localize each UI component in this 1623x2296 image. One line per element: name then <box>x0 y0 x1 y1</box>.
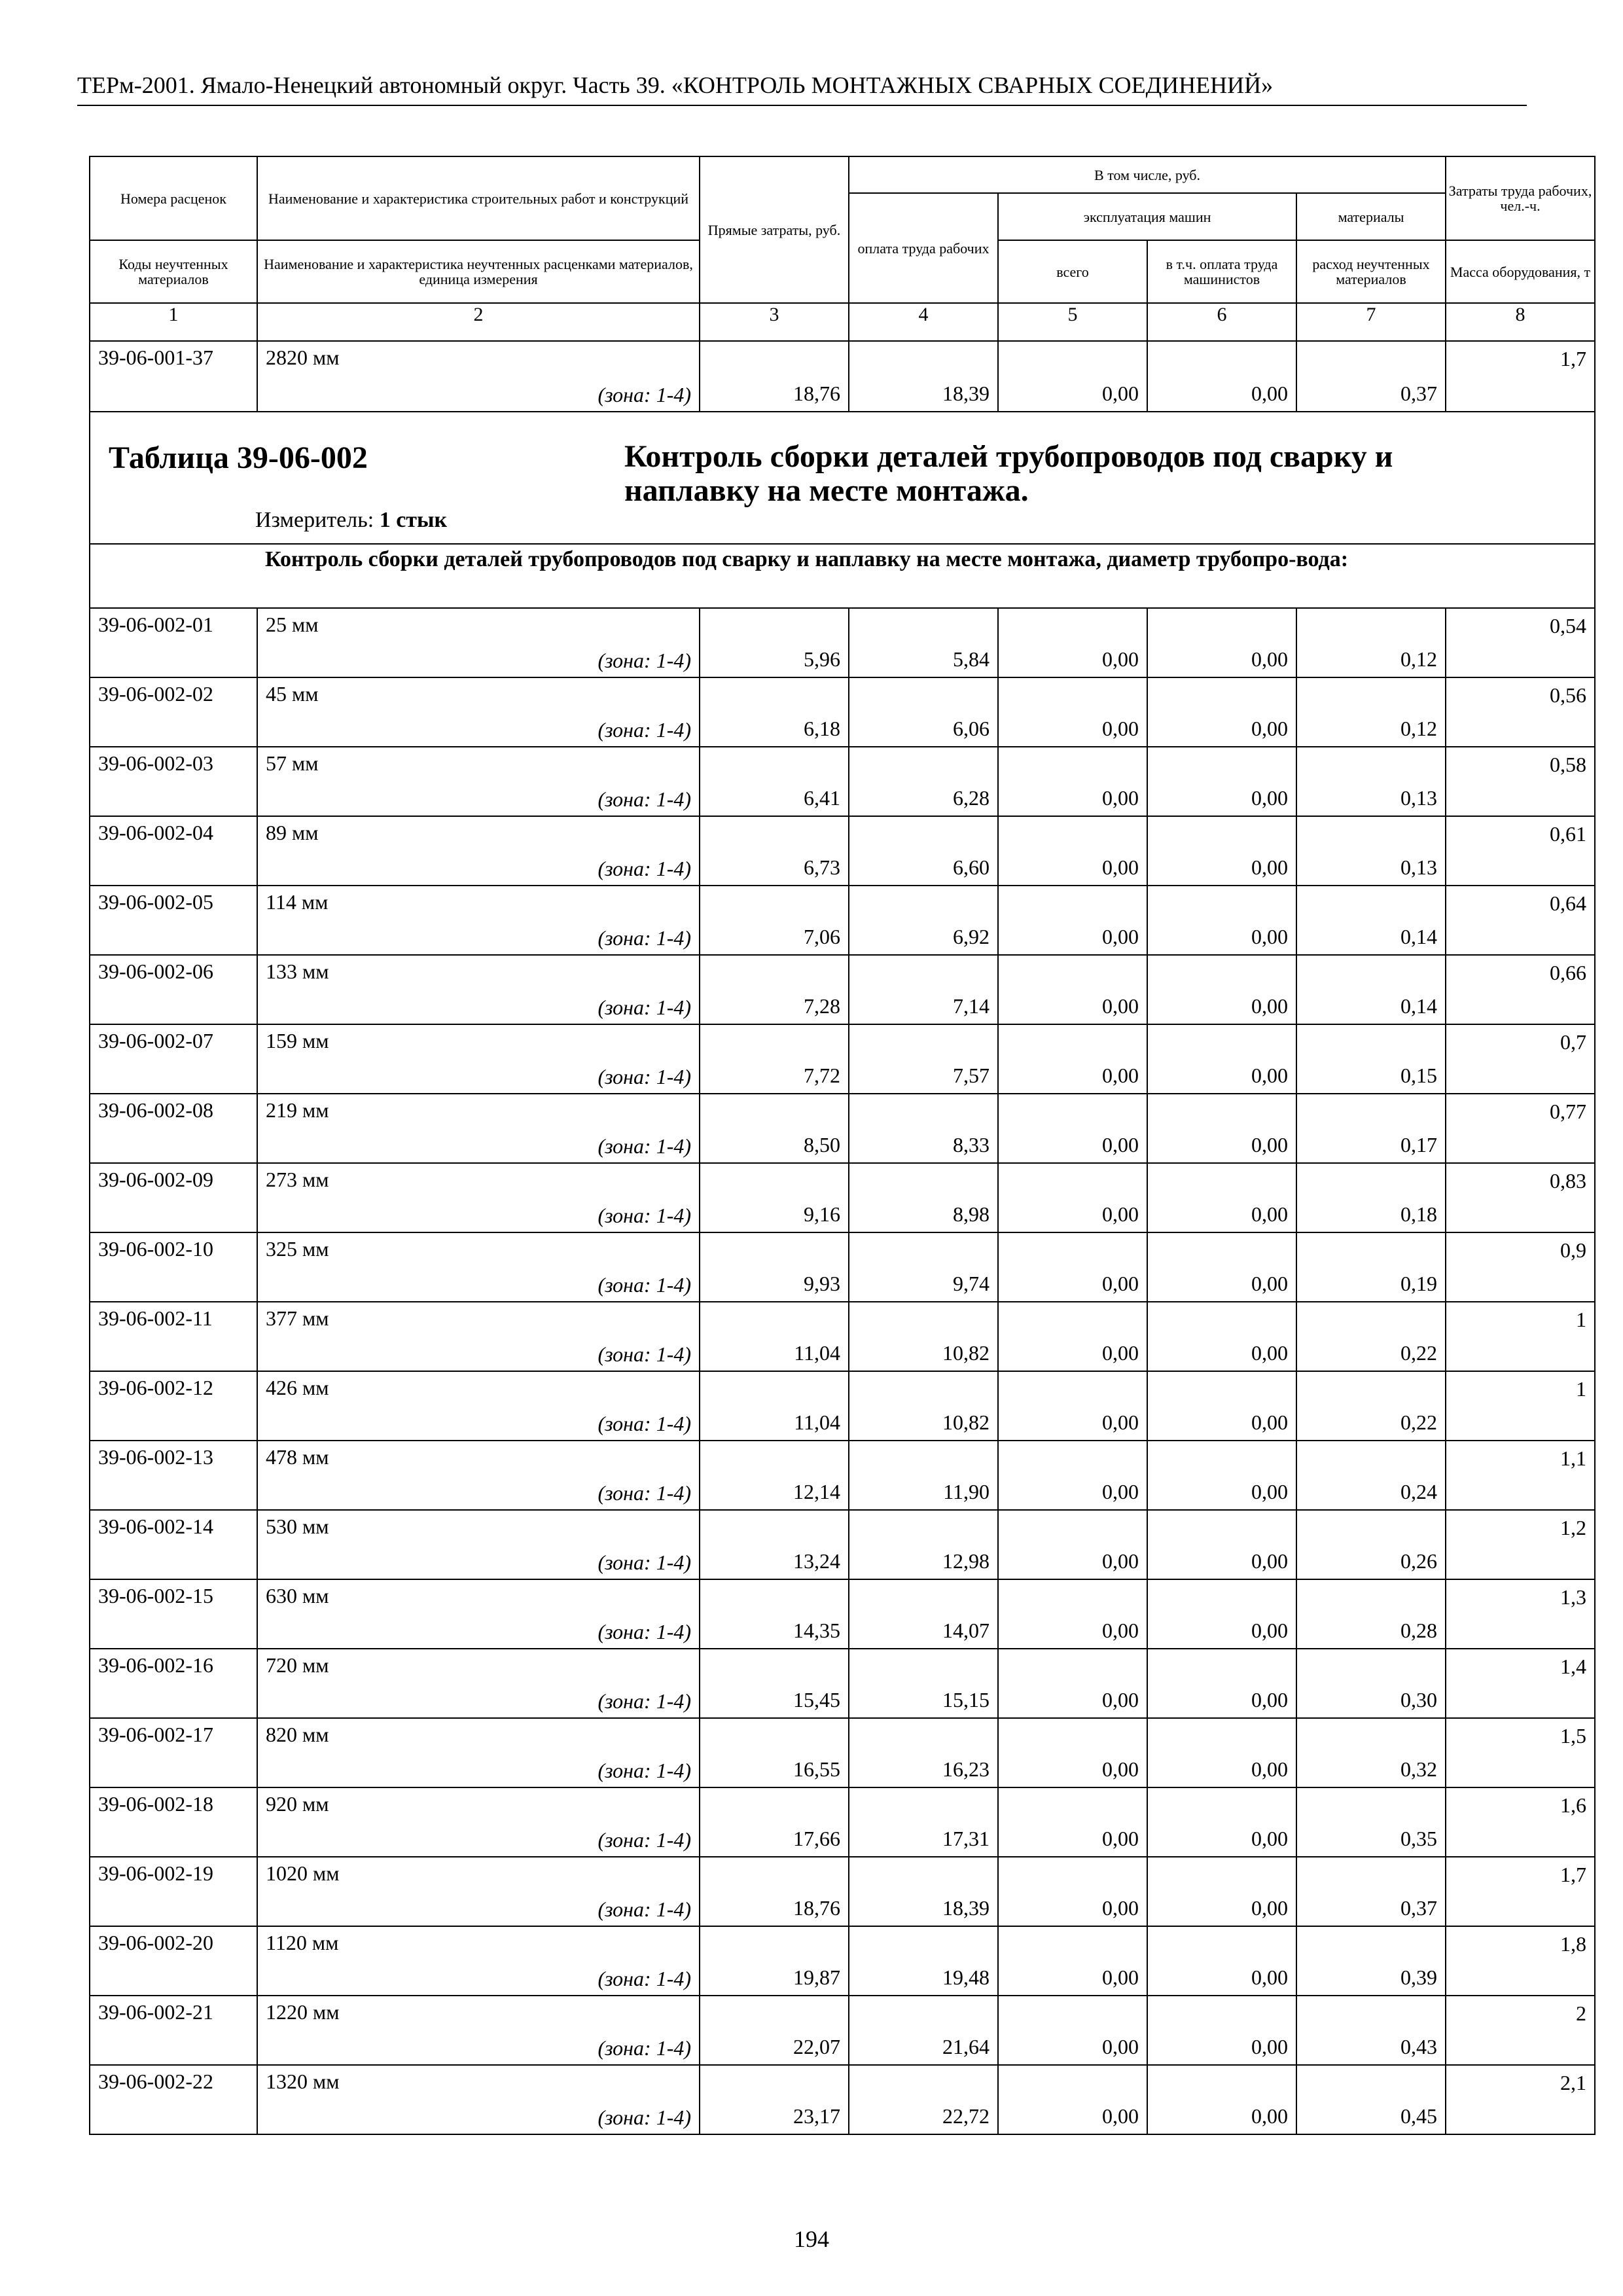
labor-hours: 0,61 <box>1446 816 1595 886</box>
page-number: 194 <box>794 2226 829 2252</box>
rate-description <box>257 1926 700 1996</box>
rate-description <box>257 1787 700 1857</box>
machinists-pay: 0,00 <box>1147 1302 1296 1371</box>
rate-name: 25 мм <box>266 613 319 636</box>
table-row <box>90 1996 1595 2065</box>
table-row <box>90 1510 1595 1579</box>
machinists-pay: 0,00 <box>1147 1024 1296 1094</box>
table-row <box>90 1094 1595 1163</box>
rate-description <box>257 2065 700 2134</box>
labor-hours: 1,8 <box>1446 1926 1595 1996</box>
machines-total: 0,00 <box>998 2065 1147 2134</box>
rate-code: 39-06-002-18 <box>90 1787 257 1857</box>
labor-hours: 1,5 <box>1446 1718 1595 1787</box>
machines-total: 0,00 <box>998 1787 1147 1857</box>
labor-pay: 21,64 <box>849 1996 998 2065</box>
zone-label: (зона: 1-4) <box>597 857 691 880</box>
rate-code: 39-06-002-04 <box>90 816 257 886</box>
labor-hours: 0,83 <box>1446 1163 1595 1232</box>
labor-pay: 6,06 <box>849 677 998 747</box>
direct-costs: 18,76 <box>700 1857 849 1926</box>
machinists-pay: 0,00 <box>1147 1857 1296 1926</box>
zone-label: (зона: 1-4) <box>597 1412 691 1435</box>
column-number: 5 <box>998 303 1147 341</box>
materials-cost: 0,32 <box>1296 1718 1446 1787</box>
labor-hours: 1,4 <box>1446 1649 1595 1718</box>
zone-label: (зона: 1-4) <box>597 1551 691 1574</box>
rate-name: 159 мм <box>266 1029 329 1052</box>
direct-costs: 19,87 <box>700 1926 849 1996</box>
rate-code: 39-06-002-10 <box>90 1232 257 1302</box>
machines-total: 0,00 <box>998 608 1147 677</box>
rate-code: 39-06-001-37 <box>90 341 257 412</box>
zone-label: (зона: 1-4) <box>597 1204 691 1227</box>
table-row <box>90 1441 1595 1510</box>
col1-header-bottom: Коды неучтенных материалов <box>90 240 257 303</box>
rate-description <box>257 1510 700 1579</box>
labor-hours: 1,3 <box>1446 1579 1595 1649</box>
zone-label: (зона: 1-4) <box>597 649 691 672</box>
zone-label: (зона: 1-4) <box>597 2106 691 2129</box>
column-number: 4 <box>849 303 998 341</box>
direct-costs: 13,24 <box>700 1510 849 1579</box>
rate-code: 39-06-002-01 <box>90 608 257 677</box>
table-row <box>90 955 1595 1024</box>
table-row <box>90 608 1595 677</box>
rate-description <box>257 677 700 747</box>
machines-total: 0,00 <box>998 1441 1147 1510</box>
materials-cost: 0,14 <box>1296 955 1446 1024</box>
column-number: 1 <box>90 303 257 341</box>
materials-cost: 0,45 <box>1296 2065 1446 2134</box>
direct-costs: 5,96 <box>700 608 849 677</box>
direct-costs: 6,18 <box>700 677 849 747</box>
rate-code: 39-06-002-02 <box>90 677 257 747</box>
materials-cost: 0,37 <box>1296 341 1446 412</box>
machines-header: эксплуатация машин <box>998 193 1296 240</box>
rate-name: 820 мм <box>266 1723 329 1746</box>
machines-total: 0,00 <box>998 1926 1147 1996</box>
machinists-pay: 0,00 <box>1147 1094 1296 1163</box>
table-title-row <box>90 412 1595 544</box>
direct-costs: 7,72 <box>700 1024 849 1094</box>
zone-label: (зона: 1-4) <box>597 1967 691 1990</box>
rate-name: 273 мм <box>266 1168 329 1191</box>
measure-value: 1 стык <box>379 508 448 532</box>
rate-description <box>257 1094 700 1163</box>
labor-pay: 10,82 <box>849 1371 998 1441</box>
labor-hours: 2,1 <box>1446 2065 1595 2134</box>
column-numbers-row <box>90 303 1595 341</box>
labor-pay: 19,48 <box>849 1926 998 1996</box>
machines-total: 0,00 <box>998 677 1147 747</box>
table-row <box>90 677 1595 747</box>
table-label: Таблица 39-06-002 <box>109 440 368 475</box>
table-row <box>90 1579 1595 1649</box>
table-row <box>90 747 1595 816</box>
rate-description <box>257 1579 700 1649</box>
machinists-pay: 0,00 <box>1147 1232 1296 1302</box>
rates-table <box>89 156 1596 2135</box>
labor-pay: 15,15 <box>849 1649 998 1718</box>
column-number: 7 <box>1296 303 1446 341</box>
labor-pay: 9,74 <box>849 1232 998 1302</box>
rate-code: 39-06-002-07 <box>90 1024 257 1094</box>
machinists-pay: 0,00 <box>1147 816 1296 886</box>
rate-description <box>257 1024 700 1094</box>
rate-description <box>257 816 700 886</box>
header-divider <box>77 105 1527 106</box>
rate-description <box>257 608 700 677</box>
column-number: 6 <box>1147 303 1296 341</box>
materials-header: материалы <box>1296 193 1446 240</box>
machinists-pay: 0,00 <box>1147 1579 1296 1649</box>
table-row <box>90 1371 1595 1441</box>
zone-label: (зона: 1-4) <box>597 1689 691 1713</box>
direct-costs: 18,76 <box>700 341 849 412</box>
zone-label: (зона: 1-4) <box>597 1897 691 1921</box>
column-number: 8 <box>1446 303 1595 341</box>
rate-name: 377 мм <box>266 1306 329 1330</box>
materials-cost: 0,37 <box>1296 1857 1446 1926</box>
labor-hours: 0,7 <box>1446 1024 1595 1094</box>
rate-name: 1020 мм <box>266 1861 340 1885</box>
table-row <box>90 816 1595 886</box>
labor-hours: 1,6 <box>1446 1787 1595 1857</box>
col2-header-bottom: Наименование и характеристика неучтенных расценками материалов, единица измерения <box>257 240 700 303</box>
rate-code: 39-06-002-09 <box>90 1163 257 1232</box>
machines-total: 0,00 <box>998 886 1147 955</box>
rate-code: 39-06-002-21 <box>90 1996 257 2065</box>
machinists-pay: 0,00 <box>1147 1163 1296 1232</box>
rate-code: 39-06-002-20 <box>90 1926 257 1996</box>
labor-hours: 0,54 <box>1446 608 1595 677</box>
machinists-pay: 0,00 <box>1147 608 1296 677</box>
rate-name: 219 мм <box>266 1098 329 1122</box>
machines-total: 0,00 <box>998 341 1147 412</box>
rate-description <box>257 955 700 1024</box>
col8-header-top: Затраты труда рабочих, чел.-ч. <box>1446 156 1595 240</box>
machines-total: 0,00 <box>998 1302 1147 1371</box>
zone-label: (зона: 1-4) <box>597 383 691 406</box>
rate-code: 39-06-002-14 <box>90 1510 257 1579</box>
group-header-row <box>90 544 1595 608</box>
materials-cost: 0,17 <box>1296 1094 1446 1163</box>
zone-label: (зона: 1-4) <box>597 1828 691 1852</box>
rate-code: 39-06-002-12 <box>90 1371 257 1441</box>
rate-name: 720 мм <box>266 1653 329 1677</box>
direct-costs: 16,55 <box>700 1718 849 1787</box>
machines-total: 0,00 <box>998 1996 1147 2065</box>
machinists-pay: 0,00 <box>1147 1996 1296 2065</box>
col1-header-top: Номера расценок <box>90 156 257 240</box>
rate-name: 630 мм <box>266 1584 329 1607</box>
zone-label: (зона: 1-4) <box>597 1065 691 1088</box>
labor-hours: 1 <box>1446 1302 1595 1371</box>
materials-cost: 0,35 <box>1296 1787 1446 1857</box>
rate-name: 57 мм <box>266 751 319 775</box>
rate-code: 39-06-002-05 <box>90 886 257 955</box>
col5-header: всего <box>998 240 1147 303</box>
rate-name: 45 мм <box>266 682 319 706</box>
labor-pay: 18,39 <box>849 1857 998 1926</box>
page-header: ТЕРм-2001. Ямало-Ненецкий автономный округ. Часть 39. «КОНТРОЛЬ МОНТАЖНЫХ СВАРНЫХ СОЕДИНЕНИЙ» <box>77 72 1274 98</box>
materials-cost: 0,14 <box>1296 886 1446 955</box>
labor-pay: 18,39 <box>849 341 998 412</box>
machinists-pay: 0,00 <box>1147 341 1296 412</box>
machinists-pay: 0,00 <box>1147 2065 1296 2134</box>
labor-pay: 16,23 <box>849 1718 998 1787</box>
labor-hours: 1,1 <box>1446 1441 1595 1510</box>
machines-total: 0,00 <box>998 1649 1147 1718</box>
labor-pay: 7,57 <box>849 1024 998 1094</box>
labor-pay: 17,31 <box>849 1787 998 1857</box>
direct-costs: 6,73 <box>700 816 849 886</box>
table-row <box>90 1787 1595 1857</box>
machines-total: 0,00 <box>998 1024 1147 1094</box>
materials-cost: 0,24 <box>1296 1441 1446 1510</box>
column-number: 2 <box>257 303 700 341</box>
rate-name: 2820 мм <box>266 346 340 369</box>
rate-description <box>257 341 700 412</box>
labor-pay: 22,72 <box>849 2065 998 2134</box>
labor-pay: 8,98 <box>849 1163 998 1232</box>
direct-costs: 9,93 <box>700 1232 849 1302</box>
labor-pay: 7,14 <box>849 955 998 1024</box>
materials-cost: 0,30 <box>1296 1649 1446 1718</box>
col6-header: в т.ч. оплата труда машинистов <box>1147 240 1296 303</box>
labor-hours: 0,66 <box>1446 955 1595 1024</box>
direct-costs: 22,07 <box>700 1996 849 2065</box>
table-row <box>90 1163 1595 1232</box>
machines-total: 0,00 <box>998 1094 1147 1163</box>
table-row <box>90 1718 1595 1787</box>
table-row <box>90 1302 1595 1371</box>
machines-total: 0,00 <box>998 1510 1147 1579</box>
materials-cost: 0,22 <box>1296 1371 1446 1441</box>
rate-description <box>257 1718 700 1787</box>
rate-name: 920 мм <box>266 1792 329 1816</box>
labor-hours: 0,58 <box>1446 747 1595 816</box>
machines-total: 0,00 <box>998 1163 1147 1232</box>
zone-label: (зона: 1-4) <box>597 1759 691 1782</box>
materials-cost: 0,12 <box>1296 677 1446 747</box>
machinists-pay: 0,00 <box>1147 1787 1296 1857</box>
rate-name: 426 мм <box>266 1376 329 1399</box>
labor-hours: 0,9 <box>1446 1232 1595 1302</box>
materials-cost: 0,12 <box>1296 608 1446 677</box>
labor-hours: 2 <box>1446 1996 1595 2065</box>
labor-pay: 14,07 <box>849 1579 998 1649</box>
measure-unit <box>255 508 447 533</box>
labor-hours: 1,7 <box>1446 1857 1595 1926</box>
zone-label: (зона: 1-4) <box>597 1134 691 1158</box>
labor-hours: 0,56 <box>1446 677 1595 747</box>
machines-total: 0,00 <box>998 816 1147 886</box>
materials-cost: 0,39 <box>1296 1926 1446 1996</box>
rate-description <box>257 1441 700 1510</box>
direct-costs: 11,04 <box>700 1371 849 1441</box>
rate-name: 1320 мм <box>266 2070 340 2093</box>
zone-label: (зона: 1-4) <box>597 996 691 1019</box>
zone-label: (зона: 1-4) <box>597 926 691 950</box>
group-header: В том числе, руб. <box>849 156 1446 193</box>
rate-name: 114 мм <box>266 890 329 914</box>
rate-code: 39-06-002-11 <box>90 1302 257 1371</box>
machinists-pay: 0,00 <box>1147 1510 1296 1579</box>
labor-hours: 0,77 <box>1446 1094 1595 1163</box>
rate-description <box>257 1232 700 1302</box>
table-row <box>90 1857 1595 1926</box>
direct-costs: 7,28 <box>700 955 849 1024</box>
rate-name: 89 мм <box>266 821 319 844</box>
direct-costs: 15,45 <box>700 1649 849 1718</box>
direct-costs: 7,06 <box>700 886 849 955</box>
direct-costs: 23,17 <box>700 2065 849 2134</box>
machines-total: 0,00 <box>998 955 1147 1024</box>
materials-cost: 0,18 <box>1296 1163 1446 1232</box>
labor-pay: 8,33 <box>849 1094 998 1163</box>
rate-code: 39-06-002-13 <box>90 1441 257 1510</box>
machinists-pay: 0,00 <box>1147 747 1296 816</box>
table-row <box>90 1649 1595 1718</box>
materials-cost: 0,43 <box>1296 1996 1446 2065</box>
rate-name: 530 мм <box>266 1515 329 1538</box>
measure-label: Измеритель: <box>255 508 374 532</box>
rate-code: 39-06-002-22 <box>90 2065 257 2134</box>
materials-cost: 0,13 <box>1296 747 1446 816</box>
col7-header: расход неучтенных материалов <box>1296 240 1446 303</box>
machinists-pay: 0,00 <box>1147 677 1296 747</box>
rate-name: 478 мм <box>266 1445 329 1469</box>
table-row <box>90 1024 1595 1094</box>
materials-cost: 0,15 <box>1296 1024 1446 1094</box>
machines-total: 0,00 <box>998 747 1147 816</box>
materials-cost: 0,22 <box>1296 1302 1446 1371</box>
col4-header: оплата труда рабочих <box>849 193 998 303</box>
labor-hours: 1 <box>1446 1371 1595 1441</box>
machines-total: 0,00 <box>998 1232 1147 1302</box>
zone-label: (зона: 1-4) <box>597 1273 691 1297</box>
direct-costs: 8,50 <box>700 1094 849 1163</box>
materials-cost: 0,13 <box>1296 816 1446 886</box>
machinists-pay: 0,00 <box>1147 886 1296 955</box>
machinists-pay: 0,00 <box>1147 955 1296 1024</box>
machinists-pay: 0,00 <box>1147 1926 1296 1996</box>
labor-hours: 1,7 <box>1446 341 1595 412</box>
zone-label: (зона: 1-4) <box>597 1342 691 1366</box>
rate-name: 325 мм <box>266 1237 329 1261</box>
rate-description <box>257 1857 700 1926</box>
table-row <box>90 1232 1595 1302</box>
table-row <box>90 341 1595 412</box>
zone-label: (зона: 1-4) <box>597 1620 691 1643</box>
rate-code: 39-06-002-19 <box>90 1857 257 1926</box>
rate-description <box>257 1163 700 1232</box>
labor-hours: 0,64 <box>1446 886 1595 955</box>
rate-code: 39-06-002-08 <box>90 1094 257 1163</box>
direct-costs: 12,14 <box>700 1441 849 1510</box>
zone-label: (зона: 1-4) <box>597 1481 691 1505</box>
group-description: Контроль сборки деталей трубопроводов под сварку и наплавку на месте монтажа, диаметр трубопро-вода: <box>265 547 1349 571</box>
column-number: 3 <box>700 303 849 341</box>
rate-code: 39-06-002-17 <box>90 1718 257 1787</box>
rate-description <box>257 1371 700 1441</box>
machines-total: 0,00 <box>998 1857 1147 1926</box>
machinists-pay: 0,00 <box>1147 1441 1296 1510</box>
rate-description <box>257 1302 700 1371</box>
machines-total: 0,00 <box>998 1371 1147 1441</box>
materials-cost: 0,26 <box>1296 1510 1446 1579</box>
labor-pay: 10,82 <box>849 1302 998 1371</box>
materials-cost: 0,28 <box>1296 1579 1446 1649</box>
zone-label: (зона: 1-4) <box>597 787 691 811</box>
machinists-pay: 0,00 <box>1147 1649 1296 1718</box>
col8-header-bottom: Масса оборудования, т <box>1446 240 1595 303</box>
rate-description <box>257 1996 700 2065</box>
rate-name: 1220 мм <box>266 2000 340 2024</box>
direct-costs: 17,66 <box>700 1787 849 1857</box>
table-row <box>90 886 1595 955</box>
table-row <box>90 2065 1595 2134</box>
machinists-pay: 0,00 <box>1147 1718 1296 1787</box>
rate-code: 39-06-002-03 <box>90 747 257 816</box>
rate-description <box>257 747 700 816</box>
materials-cost: 0,19 <box>1296 1232 1446 1302</box>
zone-label: (зона: 1-4) <box>597 2036 691 2060</box>
rate-description <box>257 886 700 955</box>
labor-pay: 6,28 <box>849 747 998 816</box>
labor-hours: 1,2 <box>1446 1510 1595 1579</box>
labor-pay: 12,98 <box>849 1510 998 1579</box>
labor-pay: 11,90 <box>849 1441 998 1510</box>
rate-code: 39-06-002-06 <box>90 955 257 1024</box>
col3-header: Прямые затраты, руб. <box>700 156 849 303</box>
rate-code: 39-06-002-15 <box>90 1579 257 1649</box>
rate-name: 133 мм <box>266 960 329 983</box>
table-name: Контроль сборки деталей трубопроводов под сварку и наплавку на месте монтажа. <box>624 439 1393 508</box>
rate-description <box>257 1649 700 1718</box>
labor-pay: 5,84 <box>849 608 998 677</box>
rate-code: 39-06-002-16 <box>90 1649 257 1718</box>
direct-costs: 14,35 <box>700 1579 849 1649</box>
zone-label: (зона: 1-4) <box>597 718 691 742</box>
machines-total: 0,00 <box>998 1718 1147 1787</box>
table-row <box>90 1926 1595 1996</box>
col2-header-top: Наименование и характеристика строительных работ и конструкций <box>257 156 700 240</box>
direct-costs: 9,16 <box>700 1163 849 1232</box>
machines-total: 0,00 <box>998 1579 1147 1649</box>
machinists-pay: 0,00 <box>1147 1371 1296 1441</box>
direct-costs: 6,41 <box>700 747 849 816</box>
labor-pay: 6,60 <box>849 816 998 886</box>
labor-pay: 6,92 <box>849 886 998 955</box>
rate-name: 1120 мм <box>266 1931 339 1954</box>
direct-costs: 11,04 <box>700 1302 849 1371</box>
